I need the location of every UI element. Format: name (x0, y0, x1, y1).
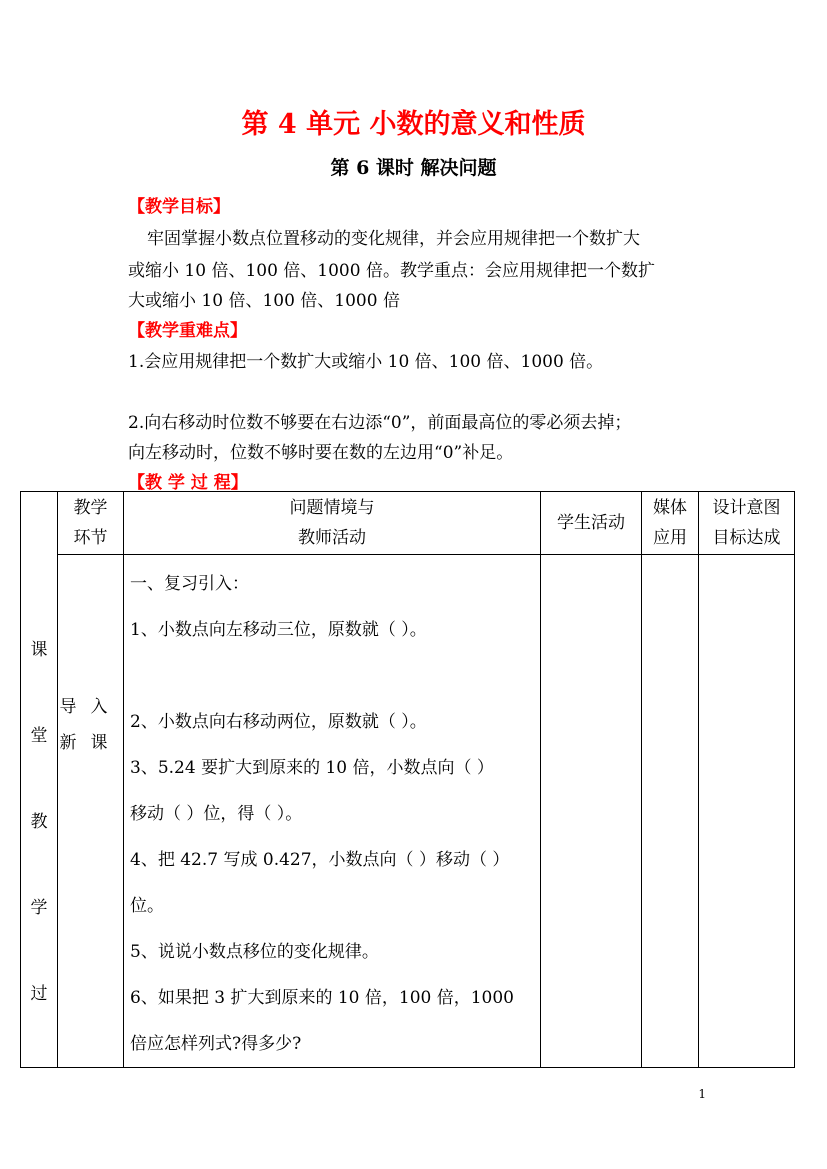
side-label-char: 过 (30, 984, 48, 1004)
content-line: 5、说说小数点移位的变化规律。 (130, 942, 379, 962)
header-stage (58, 492, 124, 555)
student-activity-cell (541, 555, 642, 1068)
header-design-line: 设计意图 (712, 498, 781, 518)
content-line: 移动（ ）位，得（ ）。 (130, 804, 303, 824)
header-situation (124, 492, 541, 555)
stage-line: 导入 (59, 697, 122, 717)
content-line: 6、如果把 3 扩大到原来的 10 倍，100 倍，1000 (130, 988, 514, 1008)
header-student-activity (541, 492, 642, 555)
key-point-1: 1.会应用规律把一个数扩大或缩小 10 倍、100 倍、1000 倍。 (128, 352, 604, 372)
side-label-char: 教 (30, 812, 48, 832)
header-stage-line: 教学 (73, 498, 108, 518)
header-media-line: 应用 (653, 528, 687, 548)
header-situation-line: 问题情境与 (289, 498, 375, 518)
content-line: 位。 (130, 896, 164, 916)
header-media-line: 媒体 (653, 498, 687, 518)
objectives-line-1: 牢固掌握小数点位置移动的变化规律，并会应用规律把一个数扩大 (147, 229, 640, 249)
content-line: 1、小数点向左移动三位，原数就（ ）。 (130, 620, 427, 640)
header-situation-line: 教师活动 (298, 528, 366, 548)
objectives-line-2: 或缩小 10 倍、100 倍、1000 倍。教学重点：会应用规律把一个数扩 (128, 261, 655, 281)
key-point-2-line-1: 2.向右移动时位数不够要在右边添“0”，前面最高位的零必须去掉； (128, 413, 632, 433)
content-line: 2、小数点向右移动两位，原数就（ ）。 (130, 712, 427, 732)
content-line: 一、复习引入： (130, 574, 249, 594)
side-label-cell (21, 492, 58, 1068)
objectives-heading: 【教学目标】 (128, 197, 230, 217)
header-design-line: 目标达成 (712, 528, 781, 548)
side-label-char: 学 (30, 898, 48, 918)
table-row (21, 555, 795, 1068)
content-line (130, 653, 534, 699)
lesson-process-table (20, 491, 795, 1068)
content-line: 4、把 42.7 写成 0.427，小数点向（ ）移动（ ） (130, 850, 510, 870)
key-points-heading: 【教学重难点】 (128, 321, 247, 341)
table-header-row (21, 492, 795, 555)
content-line: 3、5.24 要扩大到原来的 10 倍，小数点向（ ） (130, 758, 494, 778)
situation-content-cell (124, 555, 541, 1068)
side-label-char: 课 (30, 640, 48, 660)
stage-cell (58, 555, 124, 1068)
header-design (699, 492, 795, 555)
objectives-line-3: 大或缩小 10 倍、100 倍、1000 倍 (128, 291, 400, 311)
lesson-subtitle: 第 6 课时 解决问题 (330, 157, 497, 179)
header-stage-line: 环节 (73, 528, 108, 548)
media-cell (642, 555, 699, 1068)
content-line: 倍应怎样列式?得多少? (130, 1034, 302, 1054)
header-media (642, 492, 699, 555)
stage-line: 新课 (59, 733, 122, 753)
document-title: 第 4 单元 小数的意义和性质 (241, 109, 586, 140)
process-heading: 【教 学 过 程】 (128, 473, 248, 493)
design-cell (699, 555, 795, 1068)
key-point-2-line-2: 向左移动时，位数不够时要在数的左边用“0”补足。 (128, 443, 514, 463)
header-student-label: 学生活动 (557, 513, 625, 533)
side-label-char: 堂 (30, 726, 48, 746)
page-number: 1 (698, 1087, 706, 1101)
